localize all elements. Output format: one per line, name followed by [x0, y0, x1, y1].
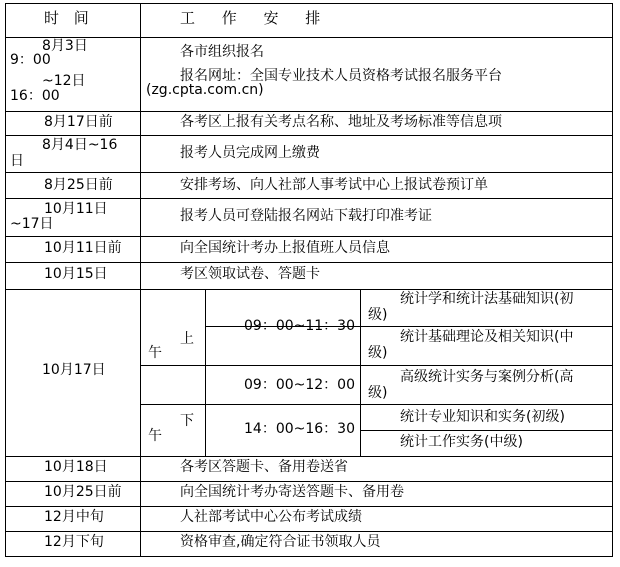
row11-work: 人社部考试中心公布考试成绩	[180, 509, 362, 525]
table-rule	[360, 289, 361, 456]
table-rule	[140, 365, 613, 366]
row11-time: 12月中旬	[44, 509, 104, 525]
table-border	[5, 3, 6, 557]
row5-time-2: ~17日	[10, 216, 54, 232]
row5-work: 报考人员可登陆报名网站下载打印准考证	[180, 208, 432, 224]
table-border	[5, 3, 613, 4]
subject-3-line2: 级)	[368, 385, 388, 401]
subject-1-line2: 级)	[368, 307, 388, 323]
morning-label-bottom: 午	[148, 345, 162, 361]
table-rule	[140, 3, 141, 557]
row10-time: 10月25日前	[44, 484, 122, 500]
table-rule	[5, 172, 613, 173]
subject-3-line1: 高级统计实务与案例分析(高	[400, 369, 574, 385]
table-rule	[5, 262, 613, 263]
row1-work-3: (zg.cpta.com.cn)	[146, 82, 264, 98]
row6-work: 向全国统计考办上报值班人员信息	[180, 240, 390, 256]
afternoon-label-bottom: 午	[148, 428, 162, 444]
row3-time-1: 8月4日~16	[42, 137, 118, 153]
table-rule	[360, 430, 613, 431]
row5-time-1: 10月11日	[44, 201, 108, 217]
row3-time-2: 日	[10, 153, 24, 169]
subject-4: 统计专业知识和实务(初级)	[400, 409, 565, 425]
row2-work: 各考区上报有关考点名称、地址及考场标准等信息项	[180, 114, 502, 130]
table-rule	[5, 111, 613, 112]
table-rule	[5, 531, 613, 532]
row3-work: 报考人员完成网上缴费	[180, 145, 320, 161]
exam-slot-2: 09：00~12：00	[244, 377, 355, 393]
row9-time: 10月18日	[44, 459, 108, 475]
table-rule	[205, 289, 206, 456]
table-border	[612, 3, 613, 557]
table-rule	[5, 456, 613, 457]
row1-time-date: 8月3日	[42, 38, 88, 54]
table-rule	[5, 289, 613, 290]
row7-time: 10月15日	[44, 266, 108, 282]
table-rule	[5, 506, 613, 507]
header-time: 时 间	[44, 9, 89, 27]
row1-work-1: 各市组织报名	[180, 44, 264, 60]
table-rule	[5, 135, 613, 136]
header-work: 工 作 安 排	[180, 9, 321, 27]
morning-label-top: 上	[180, 331, 194, 347]
subject-5: 统计工作实务(中级)	[400, 434, 523, 450]
afternoon-label-top: 下	[180, 413, 194, 429]
row4-time: 8月25日前	[44, 177, 113, 193]
table-rule	[5, 236, 613, 237]
row12-work: 资格审查,确定符合证书领取人员	[180, 534, 381, 550]
row1-time-hour: 9：00	[10, 52, 51, 68]
exam-slot-3: 14：00~16：30	[244, 421, 355, 437]
table-rule	[5, 198, 613, 199]
table-border	[5, 556, 613, 557]
subject-2-line2: 级)	[368, 345, 388, 361]
row6-time: 10月11日前	[44, 240, 122, 256]
row1-time-endhour: 16：00	[10, 88, 60, 104]
table-rule	[5, 37, 613, 38]
row1-work-2: 报名网址：全国专业技术人员资格考试报名服务平台	[180, 68, 502, 84]
subject-2-line1: 统计基础理论及相关知识(中	[400, 329, 574, 345]
row4-work: 安排考场、向人社部人事考试中心上报试卷预订单	[180, 177, 488, 193]
row9-work: 各考区答题卡、备用卷送省	[180, 459, 348, 475]
row10-work: 向全国统计考办寄送答题卡、备用卷	[180, 484, 404, 500]
table-rule	[5, 481, 613, 482]
row2-time: 8月17日前	[44, 114, 113, 130]
exam-date: 10月17日	[42, 362, 106, 378]
subject-1-line1: 统计学和统计法基础知识(初	[400, 291, 574, 307]
table-rule	[140, 404, 613, 405]
row7-work: 考区领取试卷、答题卡	[180, 266, 320, 282]
exam-slot-1: 09：00~11：30	[244, 318, 355, 334]
row12-time: 12月下旬	[44, 534, 104, 550]
row1-time-end: ~12日	[42, 73, 86, 89]
